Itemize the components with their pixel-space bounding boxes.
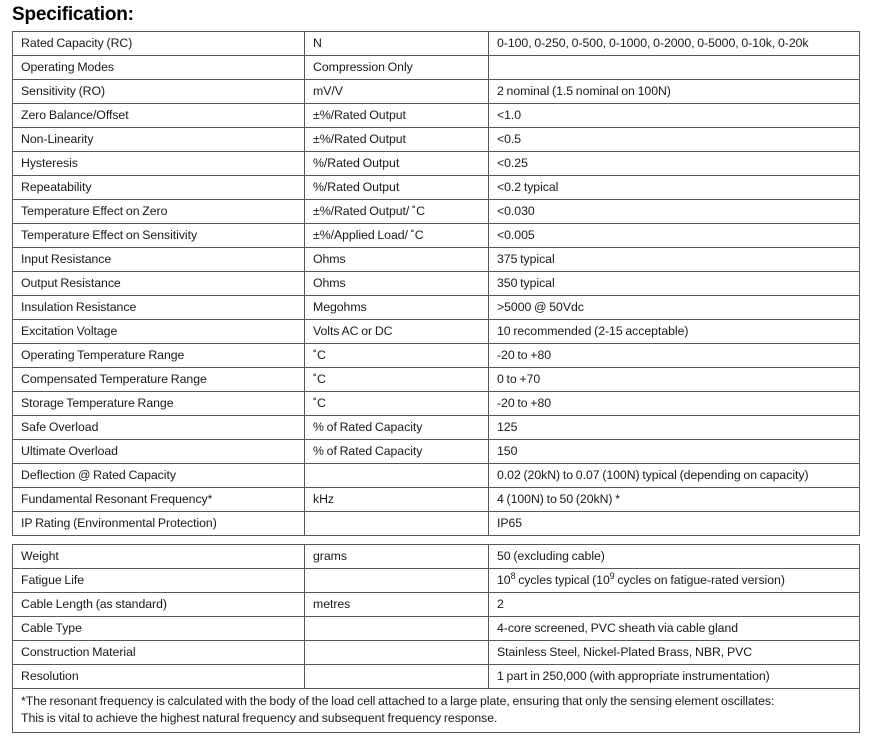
table-cell-unit: % of Rated Capacity [305, 416, 489, 440]
table-cell-unit: grams [305, 545, 489, 569]
table-row [13, 296, 860, 320]
table-cell-unit [305, 641, 489, 665]
table-footnote-cell [13, 689, 860, 733]
table-cell-parameter: Compensated Temperature Range [13, 368, 305, 392]
table-cell-parameter: Storage Temperature Range [13, 392, 305, 416]
table-cell-parameter: Excitation Voltage [13, 320, 305, 344]
table-cell-value: 0.02 (20kN) to 0.07 (100N) typical (depending on capacity) [489, 464, 860, 488]
table-cell-unit: ˚C [305, 368, 489, 392]
table-cell-value: <0.030 [489, 200, 860, 224]
table-cell-unit: Ohms [305, 272, 489, 296]
table-row [13, 545, 860, 569]
table-cell-unit: Compression Only [305, 56, 489, 80]
table-cell-value: -20 to +80 [489, 392, 860, 416]
table-cell-unit: %/Rated Output [305, 176, 489, 200]
table-row [13, 248, 860, 272]
table-cell-value: 150 [489, 440, 860, 464]
table-row [13, 392, 860, 416]
table-cell-value: <0.2 typical [489, 176, 860, 200]
table-cell-unit: ˚C [305, 392, 489, 416]
table-cell-unit: Megohms [305, 296, 489, 320]
table-cell-value: <0.5 [489, 128, 860, 152]
table-row [13, 665, 860, 689]
table-cell-value: 4 (100N) to 50 (20kN) * [489, 488, 860, 512]
table-row [13, 32, 860, 56]
table-cell-value: 375 typical [489, 248, 860, 272]
table-cell-value: 1 part in 250,000 (with appropriate instrumentation) [489, 665, 860, 689]
table-cell-unit: Volts AC or DC [305, 320, 489, 344]
table-cell-parameter: Input Resistance [13, 248, 305, 272]
table-section-divider [13, 536, 860, 545]
table-cell-unit [305, 464, 489, 488]
table-cell-parameter: Non-Linearity [13, 128, 305, 152]
table-cell-parameter: Insulation Resistance [13, 296, 305, 320]
table-cell-unit: metres [305, 593, 489, 617]
table-cell-value: IP65 [489, 512, 860, 536]
table-row [13, 440, 860, 464]
table-cell-parameter: Temperature Effect on Sensitivity [13, 224, 305, 248]
table-row [13, 272, 860, 296]
table-cell-value: 0 to +70 [489, 368, 860, 392]
table-cell-unit: ˚C [305, 344, 489, 368]
table-cell-unit: kHz [305, 488, 489, 512]
table-row [13, 200, 860, 224]
table-cell-value: 0-100, 0-250, 0-500, 0-1000, 0-2000, 0-5000, 0-10k, 0-20k [489, 32, 860, 56]
table-cell-parameter: Cable Type [13, 617, 305, 641]
table-cell-parameter: Fatigue Life [13, 569, 305, 593]
table-cell-value: <1.0 [489, 104, 860, 128]
table-cell-parameter: Operating Modes [13, 56, 305, 80]
table-cell-unit [305, 512, 489, 536]
table-cell-value: 2 [489, 593, 860, 617]
table-cell-parameter: Output Resistance [13, 272, 305, 296]
table-row [13, 128, 860, 152]
table-cell-value: $10^8$ cycles typical ($10^9$ cycles on fatigue-rated version) [489, 569, 860, 593]
table-row [13, 320, 860, 344]
table-cell-parameter: Cable Length (as standard) [13, 593, 305, 617]
table-row [13, 617, 860, 641]
table-cell-value: Stainless Steel, Nickel-Plated Brass, NBR, PVC [489, 641, 860, 665]
table-cell-unit: ±%/Rated Output [305, 128, 489, 152]
footnote-line-2: This is vital to achieve the highest natural frequency and subsequent frequency response. [21, 711, 498, 725]
table-cell-parameter: Repeatability [13, 176, 305, 200]
table-cell-parameter: Construction Material [13, 641, 305, 665]
table-cell-unit: % of Rated Capacity [305, 440, 489, 464]
specification-table [12, 31, 860, 733]
table-cell-parameter: Hysteresis [13, 152, 305, 176]
table-row [13, 488, 860, 512]
table-cell-unit [305, 617, 489, 641]
table-row [13, 464, 860, 488]
table-cell-value: <0.005 [489, 224, 860, 248]
table-cell-value: 50 (excluding cable) [489, 545, 860, 569]
table-cell-parameter: Deflection @ Rated Capacity [13, 464, 305, 488]
table-row [13, 104, 860, 128]
table-cell-unit [305, 569, 489, 593]
table-cell-value: 4-core screened, PVC sheath via cable gland [489, 617, 860, 641]
table-cell-unit: Ohms [305, 248, 489, 272]
table-row [13, 593, 860, 617]
table-cell-value [489, 56, 860, 80]
table-cell-value: 350 typical [489, 272, 860, 296]
table-row [13, 569, 860, 593]
table-row [13, 224, 860, 248]
table-cell-unit [305, 665, 489, 689]
table-cell-parameter: Temperature Effect on Zero [13, 200, 305, 224]
table-row [13, 368, 860, 392]
table-cell-parameter: Safe Overload [13, 416, 305, 440]
table-cell-unit: %/Rated Output [305, 152, 489, 176]
table-cell-parameter: Rated Capacity (RC) [13, 32, 305, 56]
table-cell-unit: ±%/Rated Output/ ˚C [305, 200, 489, 224]
table-cell-parameter: IP Rating (Environmental Protection) [13, 512, 305, 536]
footnote-line-1: *The resonant frequency is calculated with the body of the load cell attached to a large plate, ensuring that only the sensing element oscillates: [21, 694, 775, 708]
table-cell-parameter: Resolution [13, 665, 305, 689]
table-row [13, 176, 860, 200]
table-cell-value: -20 to +80 [489, 344, 860, 368]
table-cell-unit: N [305, 32, 489, 56]
table-row [13, 56, 860, 80]
table-row [13, 344, 860, 368]
table-cell-value: >5000 @ 50Vdc [489, 296, 860, 320]
table-row [13, 80, 860, 104]
table-cell-value: <0.25 [489, 152, 860, 176]
table-cell-parameter: Operating Temperature Range [13, 344, 305, 368]
table-section-divider-cell [13, 536, 860, 545]
table-cell-parameter: Fundamental Resonant Frequency* [13, 488, 305, 512]
table-cell-value: 2 nominal (1.5 nominal on 100N) [489, 80, 860, 104]
table-footnote-row [13, 689, 860, 733]
table-row [13, 416, 860, 440]
table-cell-parameter: Sensitivity (RO) [13, 80, 305, 104]
table-cell-unit: ±%/Applied Load/ ˚C [305, 224, 489, 248]
page-title: Specification: [12, 4, 134, 25]
table-cell-parameter: Ultimate Overload [13, 440, 305, 464]
specification-table-container [12, 31, 859, 733]
table-row [13, 641, 860, 665]
table-cell-parameter: Zero Balance/Offset [13, 104, 305, 128]
table-cell-parameter: Weight [13, 545, 305, 569]
table-cell-value: 10 recommended (2-15 acceptable) [489, 320, 860, 344]
table-cell-unit: ±%/Rated Output [305, 104, 489, 128]
table-row [13, 512, 860, 536]
table-row [13, 152, 860, 176]
table-cell-value: 125 [489, 416, 860, 440]
specification-table-body [13, 32, 860, 733]
table-cell-unit: mV/V [305, 80, 489, 104]
